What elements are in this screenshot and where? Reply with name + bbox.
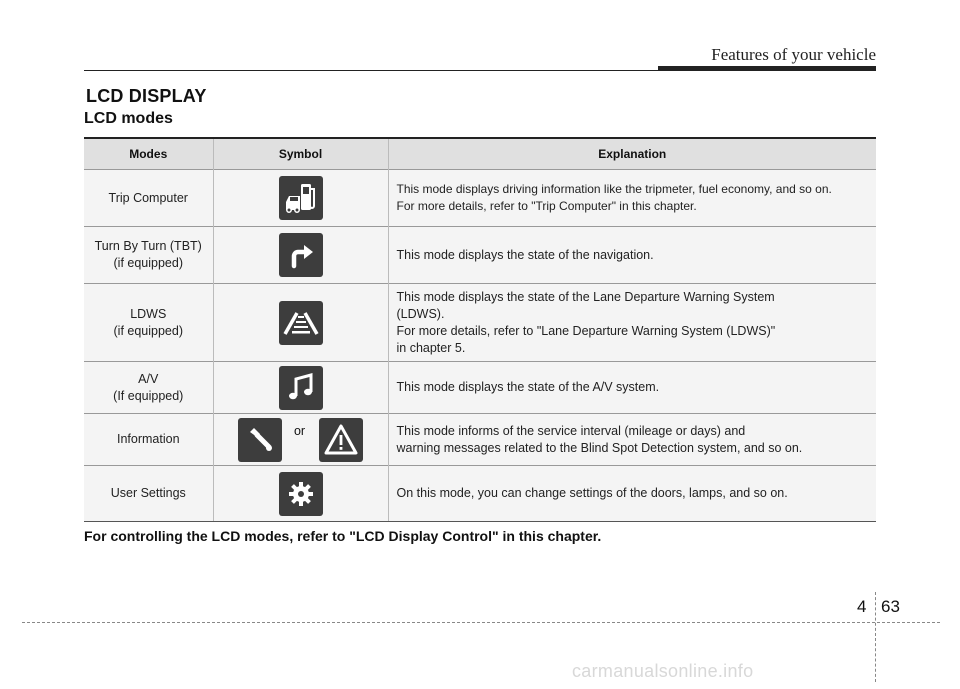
warning-triangle-icon: [319, 418, 363, 462]
mode-qualifier: (If equipped): [113, 388, 184, 403]
symbol-cell: [213, 466, 388, 522]
explanation-cell: [388, 414, 876, 466]
or-connector: or: [293, 423, 306, 438]
mode-name: Trip Computer: [108, 190, 188, 205]
table-row: [84, 170, 876, 227]
mode-name: Information: [116, 432, 180, 446]
table-row: [84, 227, 876, 284]
page-title: LCD DISPLAY: [86, 86, 207, 106]
footnote: For controlling the LCD modes, refer to "LCD Display Control" in this chapter.: [84, 528, 602, 544]
explanation-cell: [388, 466, 876, 522]
turn-arrow-icon: [279, 233, 323, 277]
explanation-line: For more details, refer to "Trip Computer" in this chapter.: [396, 199, 697, 213]
explanation-line: For more details, refer to "Lane Departure Warning System (LDWS)": [396, 323, 776, 338]
explanation-cell: [388, 362, 876, 414]
column-header-modes: Modes: [84, 138, 213, 170]
symbol-cell: [213, 362, 388, 414]
explanation-line: This mode displays the state of the navigation.: [396, 247, 654, 262]
symbol-cell: [213, 284, 388, 362]
mode-cell: [84, 414, 213, 466]
mode-qualifier: (if equipped): [113, 256, 183, 270]
explanation-line: warning messages related to the Blind Spot Detection system, and so on.: [396, 440, 803, 455]
explanation-cell: [388, 170, 876, 227]
symbol-cell: [213, 414, 388, 466]
watermark: carmanualsonline.info: [572, 661, 754, 681]
explanation-line: This mode informs of the service interval (mileage or days) and: [396, 423, 746, 438]
lcd-modes-table: [84, 137, 876, 522]
table-row: [84, 414, 876, 466]
mode-cell: [84, 170, 213, 227]
symbol-cell: [213, 170, 388, 227]
page-number: 63: [881, 597, 900, 616]
page-number-separator: [875, 592, 876, 682]
table-header-row: [84, 138, 876, 170]
header-rule-accent: [658, 66, 876, 71]
symbol-cell: [213, 227, 388, 284]
explanation-line: (LDWS).: [396, 306, 445, 321]
wrench-icon: [238, 418, 282, 462]
explanation-line: This mode displays the state of the A/V system.: [396, 380, 660, 394]
mode-name: User Settings: [110, 486, 186, 500]
explanation-line: This mode displays driving information like the tripmeter, fuel economy, and so on.: [396, 182, 832, 196]
column-header-explanation: Explanation: [388, 138, 876, 170]
mode-cell: [84, 362, 213, 414]
mode-name: Turn By Turn (TBT): [94, 239, 202, 253]
mode-name: LDWS: [130, 306, 167, 321]
lane-departure-icon: [279, 301, 323, 345]
footer-rule: [22, 622, 940, 623]
explanation-cell: [388, 227, 876, 284]
gear-icon: [279, 472, 323, 516]
explanation-line: This mode displays the state of the Lane Departure Warning System: [396, 289, 775, 304]
chapter-number: 4: [857, 597, 867, 616]
mode-cell: [84, 227, 213, 284]
mode-cell: [84, 284, 213, 362]
table-row: [84, 284, 876, 362]
explanation-cell: [388, 284, 876, 362]
mode-cell: [84, 466, 213, 522]
table-row: [84, 362, 876, 414]
mode-name: A/V: [138, 371, 159, 386]
section-title: Features of your vehicle: [711, 45, 876, 64]
explanation-line: On this mode, you can change settings of the doors, lamps, and so on.: [396, 486, 788, 500]
mode-qualifier: (if equipped): [113, 323, 183, 338]
music-note-icon: [279, 366, 323, 410]
column-header-symbol: Symbol: [213, 138, 388, 170]
explanation-line: in chapter 5.: [396, 340, 466, 355]
table-row: [84, 466, 876, 522]
section-subtitle: LCD modes: [84, 110, 173, 127]
fuel-car-icon: [279, 176, 323, 220]
